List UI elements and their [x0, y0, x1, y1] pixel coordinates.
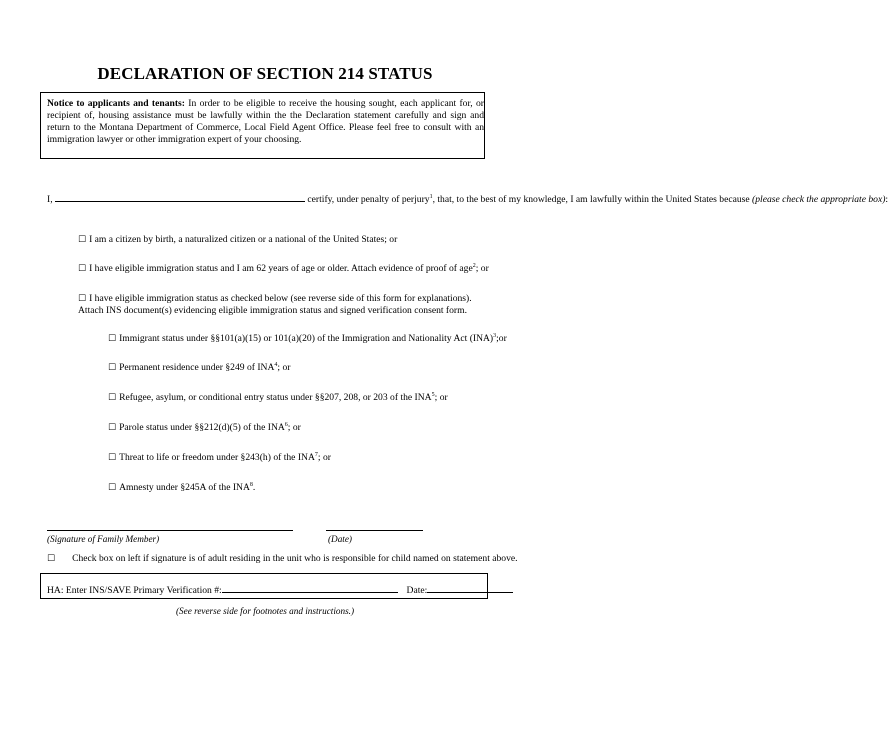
checkbox-citizen[interactable]: ☐ [78, 235, 87, 245]
footnote-ref: 4 [274, 362, 278, 368]
footnote-ref: 1 [429, 194, 433, 200]
notice-lead: Notice to applicants and tenants: [47, 98, 185, 109]
option-eligible-status-text: I have eligible immigration status as checked below (see reverse side of this form for explanations). Attach INS document(s) evidencing eligible immigration status and signed verification consent form. [78, 293, 472, 316]
signature-label: (Signature of Family Member) [47, 534, 160, 544]
ha-date-label: Date: [406, 585, 428, 596]
suboption-threat [108, 452, 331, 464]
footer-note: (See reverse side for footnotes and instructions.) [175, 606, 355, 616]
cert-end: : [885, 194, 888, 205]
footnote-ref: 2 [472, 263, 476, 269]
suboption-tail: ; or [317, 452, 331, 463]
ha-label: HA: Enter INS/SAVE Primary Verification #: [47, 585, 222, 596]
suboption-text: Immigrant status under §§101(a)(15) or 101(a)(20) of the Immigration and Nationality Act (INA) [119, 333, 494, 344]
checkbox-amnesty[interactable]: ☐ [108, 483, 117, 493]
suboption-permanent-residence [108, 362, 290, 374]
notice-text: In order to be eligible to receive the housing sought, each applicant for, or recipient of, housing assistance must be lawfully within the the Declaration statement carefully and sign and return to the Montana Department of Commerce, Local Field Agent Office. Please feel free to consult with an immigration lawyer or other immigration expert of your choosing. [47, 98, 484, 146]
option-age-tail: ; or [475, 263, 489, 274]
adult-check-note: Check box on left if signature is of adult residing in the unit who is responsible for child named on statement above. [72, 553, 518, 564]
checkbox-adult[interactable]: ☐ [47, 554, 56, 564]
checkbox-threat[interactable]: ☐ [108, 453, 117, 463]
cert-middle: certify, under penalty of perjury [305, 194, 430, 205]
checkbox-age[interactable]: ☐ [78, 264, 87, 274]
checkbox-parole[interactable]: ☐ [108, 423, 117, 433]
suboption-tail: . [252, 482, 256, 493]
notice-box [40, 92, 485, 159]
cert-instruction: (please check the appropriate box) [752, 194, 886, 205]
checkbox-eligible-status[interactable]: ☐ [78, 294, 87, 304]
adult-check-row [47, 553, 518, 564]
suboption-text: Refugee, asylum, or conditional entry status under §§207, 208, or 203 of the INA [119, 392, 432, 403]
date-line[interactable] [326, 530, 423, 531]
name-field[interactable] [55, 192, 305, 202]
suboption-immigrant [108, 333, 507, 345]
suboption-tail: ;or [496, 333, 507, 344]
option-age-text: I have eligible immigration status and I am 62 years of age or older. Attach evidence of proof of age [89, 263, 473, 274]
suboption-text: Permanent residence under §249 of INA [119, 362, 275, 373]
cert-prefix: I, [47, 194, 53, 205]
checkbox-immigrant[interactable]: ☐ [108, 334, 117, 344]
footnote-ref: 6 [284, 422, 288, 428]
ha-verification-box [40, 573, 488, 599]
option-citizen-text: I am a citizen by birth, a naturalized citizen or a national of the United States; or [89, 234, 398, 245]
suboption-tail: ; or [434, 392, 448, 403]
suboption-text: Parole status under §§212(d)(5) of the INA [119, 422, 285, 433]
date-label: (Date) [328, 534, 352, 544]
suboption-text: Amnesty under §245A of the INA [119, 482, 250, 493]
checkbox-permanent-residence[interactable]: ☐ [108, 363, 117, 373]
suboption-tail: ; or [287, 422, 301, 433]
cert-after: , that, to the best of my knowledge, I am lawfully within the United States because [432, 194, 753, 205]
footnote-ref: 8 [249, 482, 253, 488]
footnote-ref: 5 [431, 392, 435, 398]
option-citizen [78, 234, 488, 246]
option-age [78, 263, 488, 275]
signature-line[interactable] [47, 530, 293, 531]
verification-number-field[interactable] [222, 583, 398, 593]
suboption-refugee [108, 392, 448, 404]
footnote-ref: 3 [493, 333, 497, 339]
suboption-text: Threat to life or freedom under §243(h) of the INA [119, 452, 315, 463]
suboption-tail: ; or [277, 362, 291, 373]
footnote-ref: 7 [314, 452, 318, 458]
checkbox-refugee[interactable]: ☐ [108, 393, 117, 403]
option-eligible-status [78, 293, 488, 317]
certification-statement [47, 192, 888, 206]
suboption-amnesty [108, 482, 255, 494]
suboption-parole [108, 422, 301, 434]
form-title: DECLARATION OF SECTION 214 STATUS [97, 64, 433, 83]
ha-date-field[interactable] [427, 583, 513, 593]
